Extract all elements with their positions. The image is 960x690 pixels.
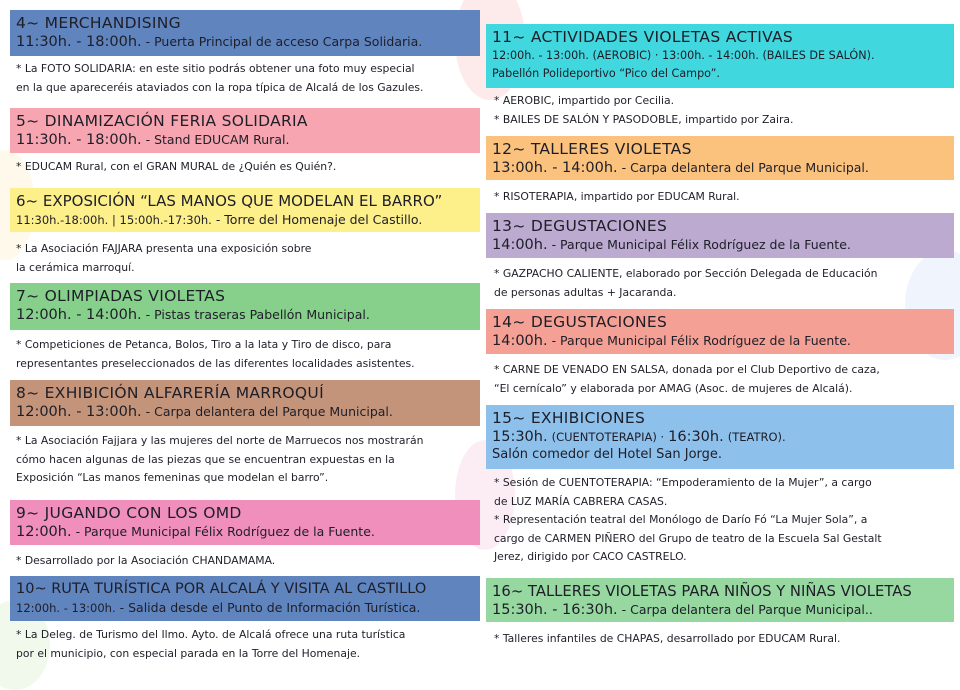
activity-notes bbox=[494, 361, 954, 398]
activity-time: 15:30h. - 16:30h. bbox=[492, 602, 618, 618]
note-line: “El cernícalo” y elaborada por AMAG (Asoc. de mujeres de Alcalá). bbox=[494, 381, 853, 395]
activity-schedule bbox=[16, 403, 474, 421]
activity-title: 6~ EXPOSICIÓN “LAS MANOS QUE MODELAN EL BARRO” bbox=[16, 192, 443, 210]
activity-header bbox=[10, 576, 480, 621]
activity-notes bbox=[494, 92, 954, 129]
note-line: cargo de CARMEN PIÑERO del Grupo de teatro de la Escuela Sal Gestalt bbox=[494, 531, 882, 545]
activity-place: - Parque Municipal Félix Rodríguez de la Fuente. bbox=[75, 524, 375, 539]
activity-schedule: 12:00h. - 13:00h. (AEROBIC) · 13:00h. - 14:00h. (BAILES DE SALÓN). bbox=[492, 49, 875, 62]
activity-schedule bbox=[16, 306, 474, 324]
activity-notes bbox=[16, 240, 474, 277]
activity-schedule bbox=[492, 159, 948, 177]
activity-header bbox=[486, 405, 954, 469]
activity-schedule bbox=[16, 211, 474, 229]
note-line: * La Asociación Fajjara y las mujeres del norte de Marruecos nos mostrarán bbox=[16, 434, 424, 447]
activity-notes bbox=[494, 265, 954, 302]
activity-schedule bbox=[492, 236, 948, 254]
activity-header bbox=[486, 136, 954, 180]
note-line: * La Deleg. de Turismo del Ilmo. Ayto. de Alcalá ofrece una ruta turística bbox=[16, 628, 406, 641]
note-line: la cerámica marroquí. bbox=[16, 260, 135, 274]
activity-header bbox=[486, 578, 954, 622]
activity-place: - Torre del Homenaje del Castillo. bbox=[215, 212, 423, 227]
activity-schedule bbox=[492, 332, 948, 350]
activity-header bbox=[10, 10, 480, 56]
activity-time: 12:00h. - 13:00h. bbox=[16, 404, 142, 420]
activity-place: Salón comedor del Hotel San Jorge. bbox=[492, 447, 723, 462]
activity-place: - Puerta Principal de acceso Carpa Solidaria. bbox=[145, 34, 423, 49]
activity-4-merchandising bbox=[0, 0, 480, 110]
activity-header bbox=[486, 309, 954, 354]
activity-title: 9~ JUGANDO CON LOS OMD bbox=[16, 504, 242, 522]
activity-time: 12:00h. - 14:00h. bbox=[16, 307, 142, 323]
note-line: * CARNE DE VENADO EN SALSA, donada por el Club Deportivo de caza, bbox=[494, 363, 880, 376]
activity-place: - Carpa delantera del Parque Municipal.. bbox=[621, 602, 873, 617]
activity-header bbox=[10, 380, 480, 426]
activity-title: 15~ EXHIBICIONES bbox=[492, 409, 646, 427]
note-line: Jerez, dirigido por CACO CASTRELO. bbox=[494, 550, 687, 563]
activity-schedule bbox=[16, 523, 474, 541]
activity-notes bbox=[494, 188, 954, 207]
note-line: de personas adultas + Jacaranda. bbox=[494, 285, 677, 299]
note-line: representantes preseleccionados de las diferentes localidades asistentes. bbox=[16, 356, 415, 370]
activity-place: - Parque Municipal Félix Rodríguez de la Fuente. bbox=[551, 333, 851, 348]
activity-header bbox=[486, 24, 954, 88]
note-line: * Representación teatral del Monólogo de Darío Fó “La Mujer Sola”, a bbox=[494, 513, 868, 526]
activity-time: 14:00h. bbox=[492, 237, 548, 253]
activity-time: 15:30h. bbox=[492, 429, 548, 445]
activity-place: - Carpa delantera del Parque Municipal. bbox=[621, 160, 869, 175]
activity-title: 13~ DEGUSTACIONES bbox=[492, 217, 668, 235]
note-line: en la que apareceréis ataviados con la ropa típica de Alcalá de los Gazules. bbox=[16, 80, 424, 94]
activity-schedule bbox=[16, 33, 474, 51]
activity-time: 16:30h. bbox=[668, 429, 724, 445]
activity-header bbox=[10, 188, 480, 232]
activity-time: 12:00h. - 13:00h. bbox=[16, 601, 116, 615]
activity-place: - Parque Municipal Félix Rodríguez de la Fuente. bbox=[551, 237, 851, 252]
note-line: * GAZPACHO CALIENTE, elaborado por Sección Delegada de Educación bbox=[494, 267, 878, 280]
activity-title: 4~ MERCHANDISING bbox=[16, 14, 181, 32]
note-line: * La Asociación FAJJARA presenta una exposición sobre bbox=[16, 242, 312, 255]
activity-place: - Stand EDUCAM Rural. bbox=[145, 132, 290, 147]
activity-title: 5~ DINAMIZACIÓN FERIA SOLIDARIA bbox=[16, 112, 308, 130]
activity-schedule bbox=[492, 428, 948, 446]
activity-time: 11:30h.-18:00h. | 15:00h.-17:30h. bbox=[16, 213, 212, 227]
activity-place: Pabellón Polideportivo “Pico del Campo”. bbox=[492, 67, 720, 80]
activity-title: 10~ RUTA TURÍSTICA POR ALCALÁ Y VISITA AL CASTILLO bbox=[16, 581, 427, 597]
activity-schedule bbox=[16, 131, 474, 149]
note-line: * Desarrollado por la Asociación CHANDAMAMA. bbox=[16, 554, 276, 567]
activity-header bbox=[486, 213, 954, 258]
note-line: * Sesión de CUENTOTERAPIA: “Empoderamiento de la Mujer”, a cargo bbox=[494, 476, 872, 489]
activity-notes bbox=[16, 158, 474, 177]
activity-header bbox=[10, 108, 480, 153]
note-line: * RISOTERAPIA, impartido por EDUCAM Rural. bbox=[494, 190, 740, 203]
note-line: * La FOTO SOLIDARIA: en este sitio podrás obtener una foto muy especial bbox=[16, 62, 415, 75]
note-line: Exposición “Las manos femeninas que modelan el barro”. bbox=[16, 471, 329, 484]
activity-title: 7~ OLIMPIADAS VIOLETAS bbox=[16, 287, 226, 305]
note-line: por el municipio, con especial parada en la Torre del Homenaje. bbox=[16, 646, 361, 660]
activity-time: 13:00h. - 14:00h. bbox=[492, 160, 618, 176]
activity-notes bbox=[494, 630, 954, 649]
note-line: * EDUCAM Rural, con el GRAN MURAL de ¿Quién es Quién?. bbox=[16, 160, 337, 173]
note-line: * AEROBIC, impartido por Cecilia. bbox=[494, 94, 675, 107]
activity-notes bbox=[16, 336, 474, 373]
activity-title: 16~ TALLERES VIOLETAS PARA NIÑOS Y NIÑAS VIOLETAS bbox=[492, 583, 912, 600]
activity-notes bbox=[16, 60, 474, 97]
activity-time: 11:30h. - 18:00h. bbox=[16, 34, 142, 50]
activity-header bbox=[10, 500, 480, 545]
activity-notes bbox=[494, 474, 954, 567]
activity-header bbox=[10, 283, 480, 330]
activity-tag: (TEATRO). bbox=[727, 430, 786, 444]
activity-place: - Pistas traseras Pabellón Municipal. bbox=[145, 307, 370, 322]
activity-time: 11:30h. - 18:00h. bbox=[16, 132, 142, 148]
activity-time: 14:00h. bbox=[492, 333, 548, 349]
activity-place: - Salida desde el Punto de Información Turística. bbox=[119, 600, 421, 615]
activity-schedule bbox=[492, 601, 948, 619]
activity-notes bbox=[16, 552, 474, 571]
activity-notes bbox=[16, 432, 474, 488]
activity-title: 8~ EXHIBICIÓN ALFARERÍA MARROQUÍ bbox=[16, 384, 324, 402]
activity-notes bbox=[16, 626, 474, 663]
note-line: * Talleres infantiles de CHAPAS, desarrollado por EDUCAM Rural. bbox=[494, 632, 841, 645]
note-line: * Competiciones de Petanca, Bolos, Tiro a la lata y Tiro de disco, para bbox=[16, 338, 392, 351]
activity-tag: (CUENTOTERAPIA) · bbox=[551, 430, 665, 444]
activity-schedule bbox=[16, 599, 474, 617]
note-line: * BAILES DE SALÓN Y PASODOBLE, impartido por Zaira. bbox=[494, 112, 794, 126]
activity-title: 11~ ACTIVIDADES VIOLETAS ACTIVAS bbox=[492, 28, 794, 46]
note-line: cómo hacen algunas de las piezas que se encuentran expuestas en la bbox=[16, 452, 395, 466]
activity-time: 12:00h. bbox=[16, 524, 72, 540]
activity-place: - Carpa delantera del Parque Municipal. bbox=[145, 404, 393, 419]
activity-title: 12~ TALLERES VIOLETAS bbox=[492, 140, 692, 158]
note-line: de LUZ MARÍA CABRERA CASAS. bbox=[494, 494, 668, 508]
activity-title: 14~ DEGUSTACIONES bbox=[492, 313, 668, 331]
